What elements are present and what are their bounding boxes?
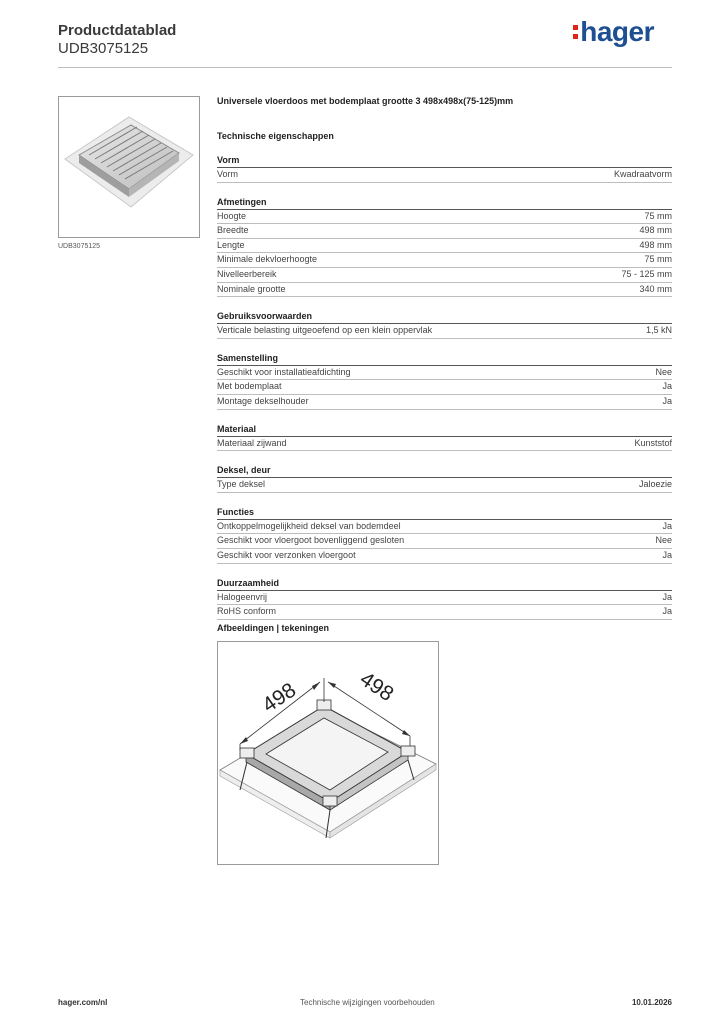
spec-label: Halogeenvrij bbox=[217, 591, 268, 602]
spec-group-deksel-deur bbox=[217, 465, 672, 493]
spec-row bbox=[217, 210, 672, 225]
spec-value: Ja bbox=[662, 395, 672, 406]
spec-label: Geschikt voor verzonken vloergoot bbox=[217, 549, 356, 560]
spec-label: Verticale belasting uitgeoefend op een klein oppervlak bbox=[217, 325, 433, 336]
spec-row bbox=[217, 395, 672, 410]
spec-group-vorm bbox=[217, 155, 672, 183]
logo-text: hager bbox=[580, 16, 654, 47]
spec-value: Ja bbox=[662, 549, 672, 560]
footer-notice: Technische wijzigingen voorbehouden bbox=[300, 998, 435, 1007]
hager-logo[interactable] bbox=[573, 16, 654, 48]
spec-label: Lengte bbox=[217, 239, 245, 250]
page-header bbox=[58, 22, 176, 58]
spec-group-gebruiksvoorwaarden bbox=[217, 311, 672, 339]
floor-box-photo-icon bbox=[59, 97, 199, 237]
spec-group-functies bbox=[217, 507, 672, 564]
spec-group-title: Gebruiksvoorwaarden bbox=[217, 311, 672, 324]
dimension-drawing-icon bbox=[218, 642, 438, 864]
spec-value: 75 - 125 mm bbox=[621, 268, 672, 279]
spec-row bbox=[217, 283, 672, 298]
technical-properties-title: Technische eigenschappen bbox=[217, 131, 334, 141]
header-divider bbox=[58, 67, 672, 68]
spec-row bbox=[217, 268, 672, 283]
spec-group-samenstelling bbox=[217, 353, 672, 410]
spec-label: RoHS conform bbox=[217, 606, 277, 617]
spec-value: 340 mm bbox=[639, 283, 672, 294]
spec-row bbox=[217, 239, 672, 254]
spec-value: Ja bbox=[662, 520, 672, 531]
product-description: Universele vloerdoos met bodemplaat grootte 3 498x498x(75-125)mm bbox=[217, 96, 514, 106]
spec-label: Nominale grootte bbox=[217, 283, 286, 294]
product-photo bbox=[58, 96, 200, 238]
spec-value: 75 mm bbox=[644, 210, 672, 221]
spec-value: 1,5 kN bbox=[645, 325, 672, 336]
spec-label: Minimale dekvloerhoogte bbox=[217, 254, 318, 265]
spec-label: Montage dekselhouder bbox=[217, 395, 309, 406]
spec-value: Ja bbox=[662, 606, 672, 617]
spec-group-title: Deksel, deur bbox=[217, 465, 672, 478]
drawings-title: Afbeeldingen | tekeningen bbox=[217, 623, 330, 633]
spec-group-title: Materiaal bbox=[217, 424, 672, 437]
spec-value: Kwadraatvorm bbox=[613, 169, 672, 179]
spec-row bbox=[217, 534, 672, 549]
spec-label: Hoogte bbox=[217, 210, 247, 221]
spec-value: 498 mm bbox=[639, 239, 672, 250]
spec-value: Kunststof bbox=[634, 437, 672, 448]
spec-label: Type deksel bbox=[217, 479, 266, 490]
spec-value: Nee bbox=[655, 535, 672, 546]
dimension-label-right: 498 bbox=[355, 667, 398, 707]
spec-label: Geschikt voor vloergoot bovenliggend gesloten bbox=[217, 535, 405, 546]
spec-group-title: Samenstelling bbox=[217, 353, 672, 366]
photo-caption: UDB3075125 bbox=[58, 243, 101, 250]
spec-row bbox=[217, 366, 672, 381]
spec-row bbox=[217, 520, 672, 535]
spec-value: Ja bbox=[662, 381, 672, 392]
spec-group-materiaal bbox=[217, 424, 672, 452]
spec-label: Ontkoppelmogelijkheid deksel van bodemdeel bbox=[217, 520, 401, 531]
spec-group-title: Functies bbox=[217, 507, 672, 520]
spec-row bbox=[217, 605, 672, 620]
spec-label: Materiaal zijwand bbox=[217, 437, 287, 448]
product-code: UDB3075125 bbox=[58, 40, 149, 57]
spec-label: Vorm bbox=[217, 169, 239, 179]
spec-label: Met bodemplaat bbox=[217, 381, 282, 392]
spec-group-duurzaamheid bbox=[217, 578, 672, 620]
spec-group-title: Duurzaamheid bbox=[217, 578, 672, 591]
logo-dots-icon bbox=[573, 25, 578, 39]
spec-value: 498 mm bbox=[639, 225, 672, 236]
spec-label: Geschikt voor installatieafdichting bbox=[217, 366, 351, 377]
spec-value: Nee bbox=[655, 366, 672, 377]
spec-row bbox=[217, 324, 672, 339]
specifications bbox=[217, 96, 672, 620]
dimension-label-left: 498 bbox=[258, 678, 301, 718]
document-title: Productdatablad bbox=[58, 22, 177, 39]
spec-row bbox=[217, 380, 672, 395]
spec-value: Jaloezie bbox=[638, 479, 672, 490]
website-link[interactable]: hager.com/nl bbox=[58, 998, 108, 1007]
spec-label: Nivelleerbereik bbox=[217, 268, 277, 279]
spec-row bbox=[217, 437, 672, 452]
spec-value: Ja bbox=[662, 591, 672, 602]
spec-row bbox=[217, 224, 672, 239]
spec-group-title: Vorm bbox=[217, 155, 672, 168]
spec-row bbox=[217, 591, 672, 606]
spec-label: Breedte bbox=[217, 225, 249, 236]
technical-drawing bbox=[217, 641, 439, 865]
spec-row bbox=[217, 478, 672, 493]
spec-row bbox=[217, 253, 672, 268]
footer-date: 10.01.2026 bbox=[631, 998, 672, 1007]
spec-value: 75 mm bbox=[644, 254, 672, 265]
spec-group-afmetingen bbox=[217, 197, 672, 298]
spec-row bbox=[217, 168, 672, 183]
spec-group-title: Afmetingen bbox=[217, 197, 672, 210]
spec-row bbox=[217, 549, 672, 564]
